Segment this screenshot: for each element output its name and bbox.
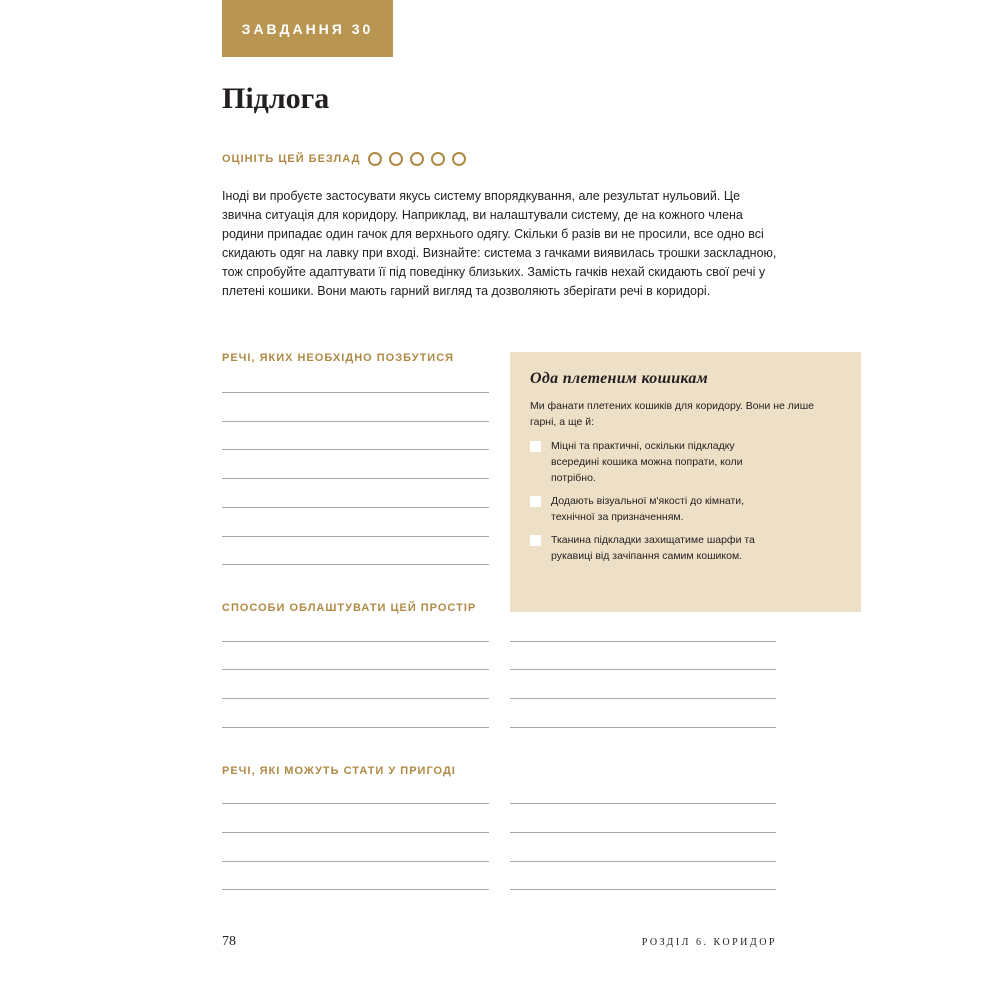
task-label: ЗАВДАННЯ 30 (241, 20, 374, 37)
tip-item (530, 532, 841, 564)
writing-line[interactable] (510, 803, 776, 804)
page-number: 78 (222, 934, 236, 949)
rating-circle-1[interactable] (368, 152, 382, 166)
writing-line[interactable] (222, 698, 489, 699)
writing-line[interactable] (510, 727, 776, 728)
writing-line[interactable] (510, 832, 776, 833)
section-label-arrange: СПОСОБИ ОБЛАШТУВАТИ ЦЕЙ ПРОСТІР (222, 602, 477, 614)
writing-line[interactable] (222, 641, 489, 642)
tip-item (530, 438, 841, 486)
rating-label: ОЦІНІТЬ ЦЕЙ БЕЗЛАД (222, 153, 361, 165)
writing-line[interactable] (222, 449, 489, 450)
writing-line[interactable] (222, 507, 489, 508)
intro-paragraph: Іноді ви пробуєте застосувати якусь систему впорядкування, але результат нульовий. Це звична ситуація для коридору. Наприклад, ви налаштували систему, де на кожного члена родини припадає один гачок для верхнього одягу. Скільки б разів ви не просили, все одно всі скидають одяг на лавку при вході. Визнайте: система з гачками виявилась трошки заскладною, тож спробуйте адаптувати її під поведінку близьких. Замість гачків нехай скидають свої речі у плетені кошики. Вони мають гарний вигляд та дозволяють зберігати речі в коридорі. (222, 189, 777, 298)
tip-box-title: Ода плетеним кошикам (530, 370, 708, 387)
tip-item-text: Тканина підкладки захищатиме шарфи та рукавиці від зачіпання самим кошиком. (551, 534, 755, 562)
writing-line[interactable] (222, 564, 489, 565)
writing-line[interactable] (222, 832, 489, 833)
tip-box (510, 352, 861, 612)
writing-line[interactable] (510, 698, 776, 699)
tip-item-text: Міцні та практичні, оскільки підкладку всередині кошика можна попрати, коли потрібно. (551, 440, 743, 484)
rating-circle-5[interactable] (452, 152, 466, 166)
tip-box-intro: Ми фанати плетених кошиків для коридору. Вони не лише гарні, а ще й: (530, 400, 815, 428)
writing-line[interactable] (222, 803, 489, 804)
writing-line[interactable] (222, 669, 489, 670)
rating-circle-3[interactable] (410, 152, 424, 166)
writing-line[interactable] (222, 392, 489, 393)
section-label-useful: РЕЧІ, ЯКІ МОЖУТЬ СТАТИ У ПРИГОДІ (222, 765, 456, 777)
section-label-get-rid: РЕЧІ, ЯКИХ НЕОБХІДНО ПОЗБУТИСЯ (222, 352, 455, 364)
writing-line[interactable] (222, 889, 489, 890)
rating-circle-4[interactable] (431, 152, 445, 166)
writing-line[interactable] (222, 536, 489, 537)
running-head: РОЗДІЛ 6. КОРИДОР (641, 937, 777, 948)
writing-line[interactable] (510, 861, 776, 862)
writing-line[interactable] (510, 669, 776, 670)
mess-rating (222, 150, 473, 168)
writing-line[interactable] (510, 889, 776, 890)
rating-circle-2[interactable] (389, 152, 403, 166)
task-badge (222, 0, 393, 57)
checkbox-icon[interactable] (530, 535, 541, 546)
writing-line[interactable] (222, 421, 489, 422)
checkbox-icon[interactable] (530, 441, 541, 452)
writing-line[interactable] (222, 727, 489, 728)
tip-item-text: Додають візуальної м'якості до кімнати, технічної за призначенням. (551, 495, 745, 523)
writing-line[interactable] (510, 641, 776, 642)
checkbox-icon[interactable] (530, 496, 541, 507)
tip-item (530, 493, 841, 525)
writing-line[interactable] (222, 478, 489, 479)
page-title: Підлога (222, 82, 330, 115)
writing-line[interactable] (222, 861, 489, 862)
